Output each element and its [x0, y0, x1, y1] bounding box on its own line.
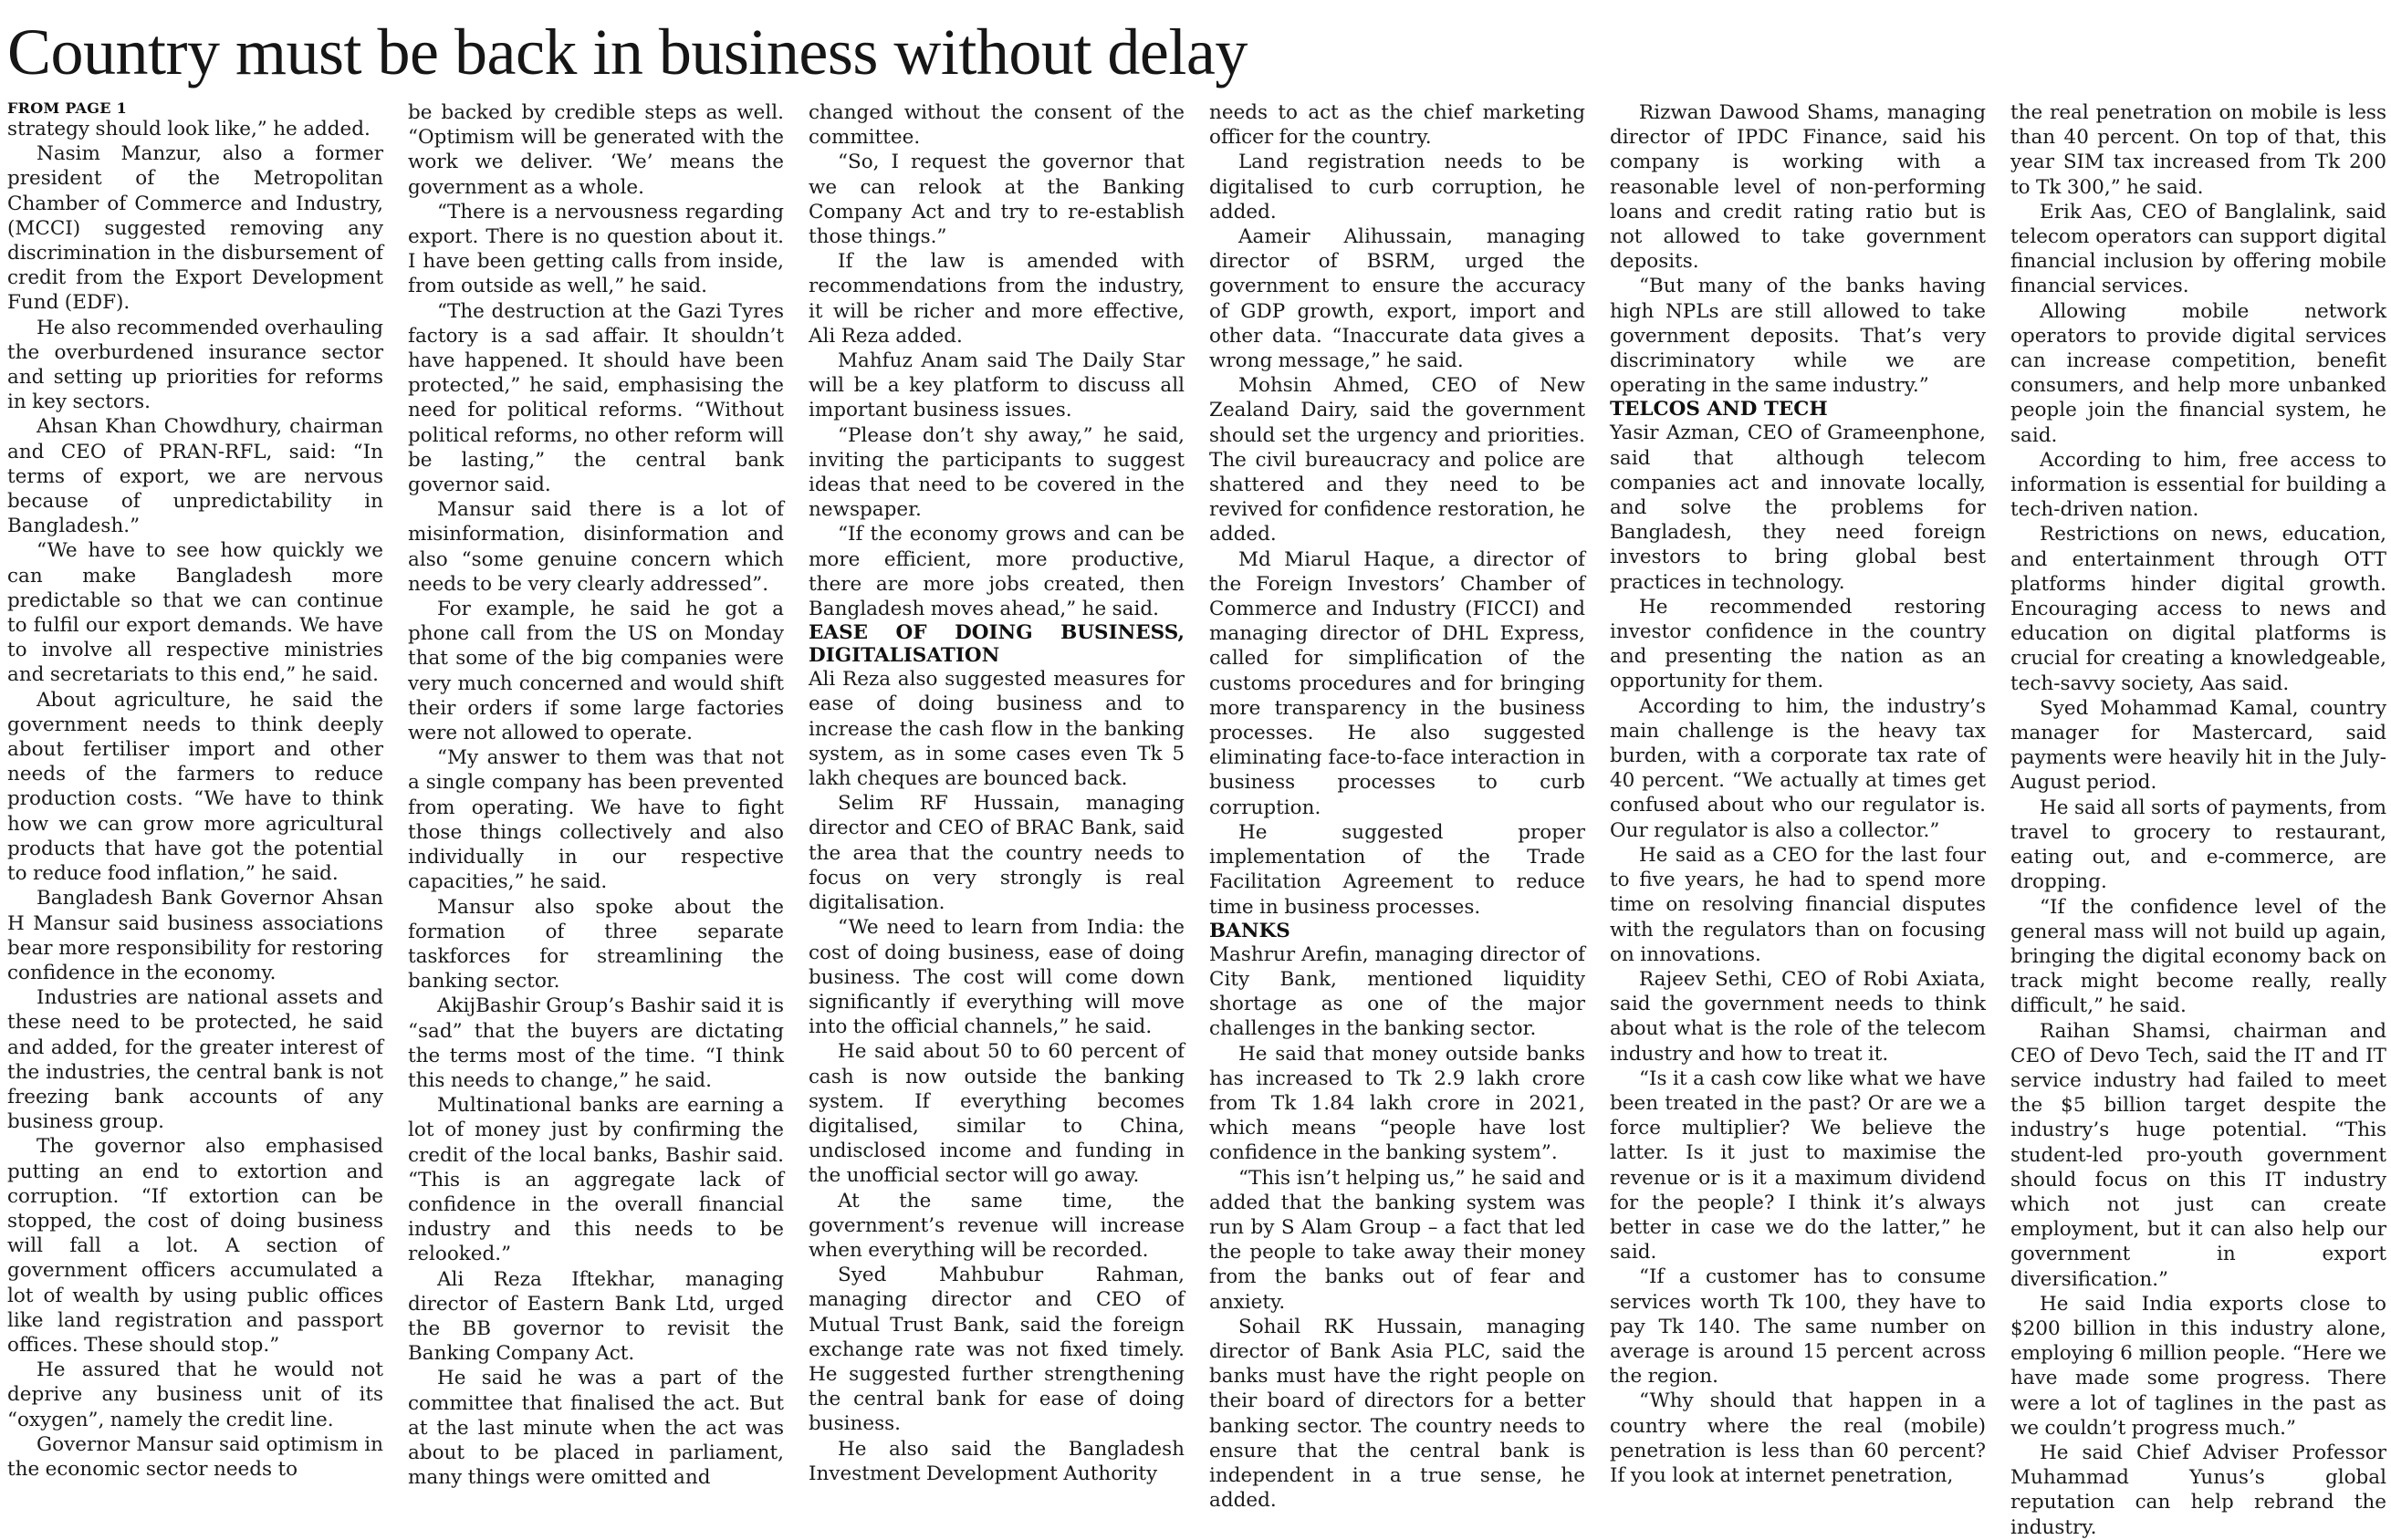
article-body [7, 99, 2386, 1539]
paragraph: Restrictions on news, education, and entertainment through OTT platforms hinder digital growth. Encouraging access to news and education on digital platforms is crucial for creating a knowledgeable, tech-savvy society, Aas said. [2010, 523, 2386, 695]
paragraph: If the law is amended with recommendations from the industry, it will be richer and more effective, Ali Reza added. [809, 250, 1185, 348]
paragraph: Mahfuz Anam said The Daily Star will be a key platform to discuss all important business issues. [809, 349, 1185, 422]
paragraph: Md Miarul Haque, a director of the Foreign Investors’ Chamber of Commerce and Industry (FICCI) and managing director of DHL Express, called for simplification of the customs procedures and for bringing more transparency in the business processes. He also suggested eliminating face-to-face interaction in business processes to curb corruption. [1209, 547, 1585, 819]
paragraph: Industries are national assets and these need to be protected, he said and added, for the greater interest of the industries, the central bank is not freezing bank accounts of any business group. [7, 986, 383, 1134]
paragraph: Multinational banks are earning a lot of money just by confirming the credit of the local banks, Bashir said. “This is an aggregate lack of confidence in the overall financial industry and this needs to be relooked.” [408, 1094, 784, 1266]
paragraph: He said India exports close to $200 billion in this industry alone, employing 6 million people. “Here we have made some progress. There were a lot of taglines in the past as we couldn’t progress much.” [2010, 1292, 2386, 1440]
paragraph: the real penetration on mobile is less than 40 percent. On top of that, this year SIM tax increased from Tk 200 to Tk 300,” he said. [2010, 101, 2386, 199]
paragraph: According to him, free access to information is essential for building a tech-driven nation. [2010, 448, 2386, 522]
paragraph: “But many of the banks having high NPLs are still allowed to take government deposits. That’s very discriminatory while we are operating in the same industry.” [1610, 275, 1986, 398]
paragraph: Selim RF Hussain, managing director and CEO of BRAC Bank, said the area that the country needs to focus on very strongly is real digitalisation. [809, 792, 1185, 915]
paragraph: Governor Mansur said optimism in the economic sector needs to [7, 1432, 383, 1481]
paragraph: He also said the Bangladesh Investment Development Authority [809, 1437, 1185, 1485]
paragraph: He said about 50 to 60 percent of cash is now outside the banking system. If everything becomes digitalised, similar to China, undisclosed income and funding in the unofficial sector will go away. [809, 1040, 1185, 1188]
paragraph: Syed Mahbubur Rahman, managing director and CEO of Mutual Trust Bank, said the foreign exchange rate was not fixed timely. He suggested further strengthening the central bank for ease of doing business. [809, 1264, 1185, 1436]
paragraph: Erik Aas, CEO of Banglalink, said telecom operators can support digital financial inclusion by offering mobile financial services. [2010, 200, 2386, 298]
paragraph: He said Chief Adviser Professor Muhammad Yunus’s global reputation can help rebrand the industry. [2010, 1441, 2386, 1539]
paragraph: Mansur also spoke about the formation of three separate taskforces for streamlining the banking sector. [408, 895, 784, 994]
paragraph: “If a customer has to consume services worth Tk 100, they have to pay Tk 140. The same number on average is around 15 percent across the region. [1610, 1265, 1986, 1389]
section-heading: BANKS [1209, 919, 1290, 942]
paragraph: changed without the consent of the committee. [809, 101, 1185, 150]
paragraph: He recommended restoring investor confidence in the country and presenting the nation as an opportunity for them. [1610, 595, 1986, 693]
paragraph: For example, he said he got a phone call from the US on Monday that some of the big companies were very much concerned and would shift their orders if some large factories were not allowed to operate. [408, 598, 784, 745]
paragraph: “We need to learn from India: the cost of doing business, ease of doing business. The cost will come down significantly if everything will move into the official channels,” he said. [809, 916, 1185, 1039]
paragraph: “We have to see how quickly we can make Bangladesh more predictable so that we can continue to fulfil our export demands. We have to involve all respective ministries and secretariats to this end,” he said. [7, 539, 383, 687]
paragraph: He assured that he would not deprive any business unit of its “oxygen”, namely the credit line. [7, 1358, 383, 1431]
paragraph: needs to act as the chief marketing officer for the country. [1209, 101, 1585, 150]
paragraph: Mohsin Ahmed, CEO of New Zealand Dairy, said the government should set the urgency and priorities. The civil bureaucracy and police are shattered and they need to be revived for confidence restoration, he added. [1209, 374, 1585, 546]
paragraph: “This isn’t helping us,” he said and added that the banking system was run by S Alam Group – a fact that led the people to take away their money from the banks out of fear and anxiety. [1209, 1166, 1585, 1314]
paragraph: Ali Reza also suggested measures for ease of doing business and to increase the cash flow in the banking system, as in some cases even Tk 5 lakh cheques are bounced back. [809, 668, 1185, 791]
paragraph: “The destruction at the Gazi Tyres factory is a sad affair. It shouldn’t have happened. It should have been protected,” he said, emphasising the need for political reforms. “Without political reforms, no other reform will be lasting,” the central bank governor said. [408, 299, 784, 497]
paragraph: Land registration needs to be digitalised to curb corruption, he added. [1209, 151, 1585, 224]
paragraph: “If the economy grows and can be more efficient, more productive, there are more jobs created, then Bangladesh moves ahead,” he said. [809, 523, 1185, 621]
headline: Country must be back in business without delay [7, 16, 1248, 88]
paragraph: He said that money outside banks has increased to Tk 2.9 lakh crore from Tk 1.84 lakh crore in 2021, which means “people have lost confidence in the banking system”. [1209, 1042, 1585, 1165]
paragraph: Sohail RK Hussain, managing director of Bank Asia PLC, said the banks must have the right people on their board of directors for a better banking sector. The country needs to ensure that the central bank is independent in a true sense, he added. [1209, 1315, 1585, 1513]
paragraph: Nasim Manzur, also a former president of the Metropolitan Chamber of Commerce and Industry, (MCCI) suggested removing any discrimination in the disbursement of credit from the Export Development Fund (EDF). [7, 142, 383, 315]
column-1 [7, 100, 383, 1516]
paragraph: AkijBashir Group’s Bashir said it is “sad” that the buyers are dictating the terms most of the time. “I think this needs to change,” he said. [408, 994, 784, 1092]
paragraph: He said as a CEO for the last four to five years, he had to spend more time on resolving financial disputes with the regulators than on focusing on innovations. [1610, 843, 1986, 966]
paragraph: “There is a nervousness regarding export. There is no question about it. I have been getting calls from inside, from outside as well,” he said. [408, 200, 784, 298]
paragraph: Rajeev Sethi, CEO of Robi Axiata, said the government needs to think about what is the role of the telecom industry and how to treat it. [1610, 967, 1986, 1066]
paragraph: “So, I request the governor that we can relook at the Banking Company Act and try to re-establish those things.” [809, 151, 1185, 249]
paragraph: According to him, the industry’s main challenge is the heavy tax burden, with a corporate tax rate of 40 percent. “We actually at times get confused about who our regulator is. Our regulator is also a collector.” [1610, 694, 1986, 842]
paragraph: Syed Mohammad Kamal, country manager for Mastercard, said payments were heavily hit in the July-August period. [2010, 696, 2386, 795]
paragraph: “If the confidence level of the general mass will not build up again, bringing the digital economy back on track might become really, really difficult,” he said. [2010, 895, 2386, 1018]
column-4 [1209, 100, 1585, 1516]
section-heading: EASE OF DOING BUSINESS, DIGITALISATION [809, 621, 1185, 668]
column-5 [1610, 100, 1986, 1516]
paragraph: About agriculture, he said the government needs to think deeply about fertiliser import and other needs of the farmers to reduce production costs. “We have to think how we can grow more agricultural products that have got the potential to reduce food inflation,” he said. [7, 688, 383, 886]
paragraph: Bangladesh Bank Governor Ahsan H Mansur said business associations bear more responsibility for restoring confidence in the economy. [7, 887, 383, 984]
paragraph: Allowing mobile network operators to provide digital services can increase competition, benefit consumers, and help more unbanked people join the financial system, he said. [2010, 299, 2386, 447]
paragraph: Ahsan Khan Chowdhury, chairman and CEO of PRAN-RFL, said: “In terms of export, we are nervous because of unpredictability in Bangladesh.” [7, 415, 383, 538]
kicker: FROM PAGE 1 [7, 99, 128, 117]
column-2 [408, 100, 784, 1516]
paragraph: Ali Reza Iftekhar, managing director of Eastern Bank Ltd, urged the BB governor to revisit the Banking Company Act. [408, 1267, 784, 1366]
paragraph: Rizwan Dawood Shams, managing director of IPDC Finance, said his company is working with a reasonable level of non-performing loans and credit rating ratio but is not allowed to take government deposits. [1610, 101, 1986, 274]
paragraph: He said all sorts of payments, from travel to grocery to restaurant, eating out, and e-commerce, are dropping. [2010, 796, 2386, 894]
paragraph: Raihan Shamsi, chairman and CEO of Devo Tech, said the IT and IT service industry had failed to meet the $5 billion target despite the industry’s huge potential. “This student-led pro-youth government should focus on this IT industry which not just can create employment, but it can also help our government in export diversification.” [2010, 1019, 2386, 1291]
paragraph: Yasir Azman, CEO of Grameenphone, said that although telecom companies act and innovate locally, and solve the problems for Bangladesh, they need foreign investors to bring global best practices in technology. [1610, 421, 1986, 594]
paragraph: Mansur said there is a lot of misinformation, disinformation and also “some genuine concern which needs to be very clearly addressed”. [408, 498, 784, 596]
paragraph: “Is it a cash cow like what we have been treated in the past? Or are we a force multiplier? We believe the latter. Is it just to maximise the revenue or is it a maximum dividend for the people? I think it’s always better in case we do the latter,” he said. [1610, 1067, 1986, 1264]
paragraph: “Why should that happen in a country where the real (mobile) penetration is less than 60 percent? If you look at internet penetration, [1610, 1389, 1986, 1487]
paragraph: Mashrur Arefin, managing director of City Bank, mentioned liquidity shortage as one of the major challenges in the banking sector. [1209, 942, 1585, 1041]
paragraph: “Please don’t shy away,” he said, inviting the participants to suggest ideas that need to be covered in the newspaper. [809, 423, 1185, 522]
section-heading: TELCOS AND TECH [1610, 398, 1828, 421]
column-3 [809, 100, 1185, 1516]
paragraph: Aameir Alihussain, managing director of BSRM, urged the government to ensure the accuracy of GDP growth, export, import and other data. “Inaccurate data gives a wrong message,” he said. [1209, 225, 1585, 373]
paragraph: “My answer to them was that not a single company has been prevented from operating. We have to fight those things collectively and also individually in our respective capacities,” he said. [408, 746, 784, 894]
paragraph: The governor also emphasised putting an end to extortion and corruption. “If extortion can be stopped, the cost of doing business will fall a lot. A section of government officers accumulated a lot of wealth by using public offices like land registration and passport offices. These should stop.” [7, 1135, 383, 1357]
paragraph: strategy should look like,” he added. [7, 118, 371, 140]
paragraph: He said he was a part of the committee that finalised the act. But at the last minute when the act was about to be placed in parliament, many things were omitted and [408, 1367, 784, 1490]
paragraph: At the same time, the government’s revenue will increase when everything will be recorded. [809, 1189, 1185, 1262]
paragraph: He also recommended overhauling the overburdened insurance sector and setting up priorities for reforms in key sectors. [7, 316, 383, 414]
paragraph: be backed by credible steps as well. “Optimism will be generated with the work we deliver. ‘We’ means the government as a whole. [408, 101, 784, 199]
paragraph: He suggested proper implementation of the Trade Facilitation Agreement to reduce time in business processes. [1209, 820, 1585, 919]
column-6 [2010, 100, 2386, 1539]
